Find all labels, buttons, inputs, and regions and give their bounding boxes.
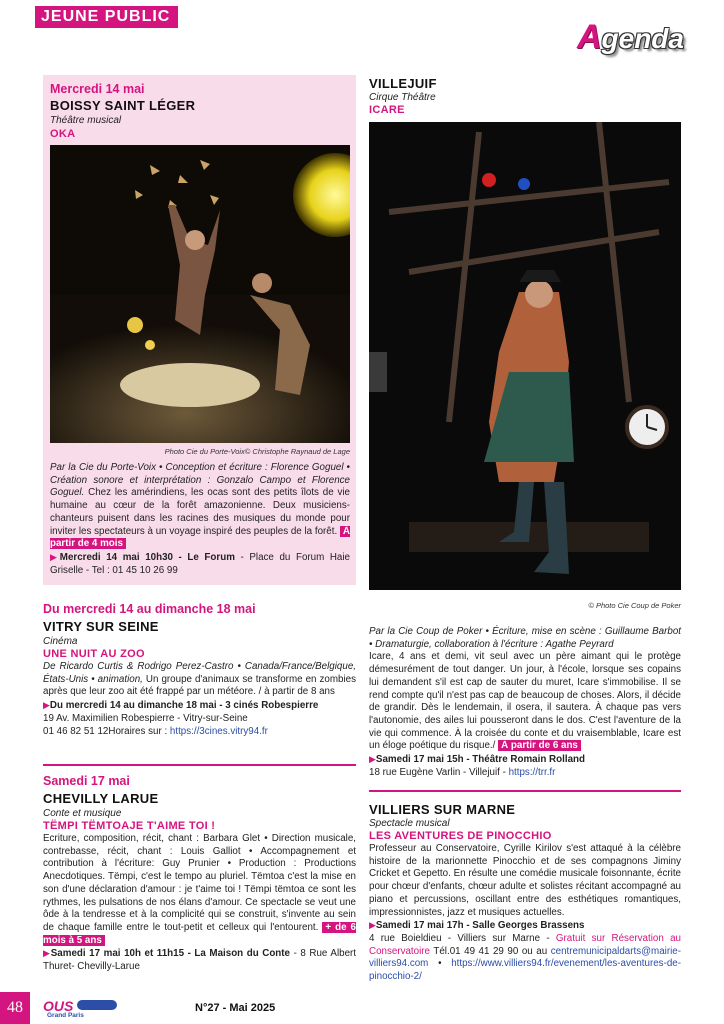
agenda-rest: genda [601, 23, 684, 54]
villejuif-photo [369, 122, 681, 590]
villiers-address: 4 rue Boieldieu - Villiers sur Marne - [369, 932, 556, 944]
divider [43, 764, 356, 766]
logo-mark [77, 1000, 117, 1010]
chevilly-text [43, 833, 356, 974]
boissy-date: Mercredi 14 mai [50, 82, 145, 96]
boissy-text [50, 462, 350, 577]
boissy-genre: Théâtre musical [50, 115, 122, 126]
boissy-session: Mercredi 14 mai 10h30 - Le Forum [59, 551, 235, 563]
vitry-text [43, 661, 356, 738]
boissy-body: Chez les amérindiens, les ocas sont des petits îlots de vie humaine au cœur de la forêt amazonienne. Deux musiciens-chanteurs puisent dans les racines des musiques du monde pour inviter les spectateurs à un voyage inspiré des peuples de la forêt. [50, 487, 350, 537]
villiers-text [369, 843, 681, 984]
vitry-city: VITRY SUR SEINE [43, 619, 159, 634]
agenda-initial: A [576, 18, 602, 56]
villejuif-genre: Cirque Théâtre [369, 92, 436, 103]
villejuif-link[interactable]: https://trr.fr [508, 766, 556, 778]
villiers-link[interactable]: https://www.villiers94.fr/evenement/les-aventures-de-pinocchio-2/ [369, 958, 681, 983]
vitry-credits: De Ricardo Curtis & Rodrigo Perez-Castro • Canada/France/Belgique, États-Unis • animation, [43, 661, 356, 685]
chevilly-address: - 8 Rue Albert Thuret- Chevilly-Larue [43, 948, 356, 973]
divider [369, 790, 681, 792]
villiers-city: VILLIERS SUR MARNE [369, 802, 516, 817]
boissy-age-badge: À partir de 4 mois [50, 525, 350, 550]
villiers-genre: Spectacle musical [369, 818, 450, 829]
villejuif-photo-credit: © Photo Cie Coup de Poker [588, 601, 681, 610]
vitry-date: Du mercredi 14 au dimanche 18 mai [43, 602, 256, 616]
vitry-genre: Cinéma [43, 636, 78, 647]
villiers-bullet: • [428, 958, 452, 970]
section-tag: JEUNE PUBLIC [35, 6, 178, 28]
villiers-phone: Tél.01 49 41 29 90 ou au [430, 945, 551, 957]
magazine-logo [43, 998, 119, 1020]
villiers-show: LES AVENTURES DE PINOCCHIO [369, 830, 552, 842]
chevilly-genre: Conte et musique [43, 808, 122, 819]
villiers-email-link[interactable]: centremunicipaldarts@mairie-villiers94.com [369, 945, 681, 970]
chevilly-age-badge: + de 6 mois à 5 ans [43, 921, 357, 946]
chevilly-city: CHEVILLY LARUE [43, 791, 159, 806]
issue-number: N°27 - Mai 2025 [195, 1002, 276, 1014]
villejuif-text [369, 626, 681, 779]
boissy-credits: Par la Cie du Porte-Voix • Conception et écriture : Florence Goguel • Création sonore et interprétation : Gonzalo Campo et Florence Goguel. [50, 462, 350, 499]
chevilly-session: Samedi 17 mai 10h et 11h15 - La Maison du Conte [50, 948, 291, 960]
vitry-phone: 01 46 82 51 12Horaires sur : [43, 725, 170, 737]
play-arrow-icon: ▶ [50, 551, 60, 562]
villiers-reservation: Gratuit sur Réservation au Conservatoire [369, 932, 681, 957]
villejuif-session: Samedi 17 mai 15h - Théâtre Romain Rolland [375, 754, 585, 766]
boissy-address: - Place du Forum Haie Griselle - Tel : 01 45 10 26 99 [50, 551, 350, 576]
agenda-title [577, 18, 684, 57]
chevilly-date: Samedi 17 mai [43, 774, 130, 788]
play-arrow-icon: ▶ [369, 754, 376, 765]
villiers-session: Samedi 17 mai 17h - Salle Georges Brassens [375, 920, 585, 932]
boissy-photo [50, 145, 350, 443]
villejuif-address: 18 rue Eugène Varlin - Villejuif - [369, 766, 509, 778]
villejuif-credits: Par la Cie Coup de Poker • Écriture, mise en scène : Guillaume Barbot • Dramaturgie, collaboration à l'écriture : Agathe Peyrard [369, 626, 681, 650]
page-number: 48 [0, 992, 30, 1024]
vitry-body: Un groupe d'animaux se transforme en zombies après que leur zoo ait été frappé par un météore. / à partir de 8 ans [43, 673, 356, 698]
logo-text: OUS [43, 998, 74, 1014]
villejuif-city: VILLEJUIF [369, 76, 437, 91]
boissy-city: BOISSY SAINT LÉGER [50, 98, 196, 113]
villiers-body: Professeur au Conservatoire, Cyrille Kirilov s'est attaqué à la célèbre histoire de la marionnette Pinocchio et de ses compagnons Jiminy Cricket et Gepetto. En résulte une comédie musicale foisonnante, écrite pour chœur d'enfants, chœur adulte et solistes récitant accompagné au piano et percussions, oscillant entre des esthétiques romantiques, impressionnistes, jazz et musiques actuelles. [369, 843, 681, 918]
play-arrow-icon: ▶ [43, 948, 51, 959]
vitry-link[interactable]: https://3cines.vitry94.fr [169, 725, 268, 737]
boissy-show: OKA [50, 128, 76, 140]
play-arrow-icon: ▶ [43, 700, 50, 711]
villejuif-age-badge: À partir de 6 ans [498, 740, 581, 751]
logo-subtitle: Grand Paris [47, 1012, 84, 1019]
chevilly-body: Ecriture, composition, récit, chant : Barbara Glet • Direction musicale, contrebasse, récit, chant : Louis Galliot • Accompagnement et contribution à l'écriture: Guy Prunier • Production : Productions Anecdotiques. Tëmpi, c'est le tempo au pluriel. Tëmtoa c'est la mise en son d'une déclaration d'amour : je t'aime toi ! Tëmpi tëmtoa ce sont les rythmes, les pulsations de nos élans d'amour. Ce spectacle se veut une ôde à la tendresse et à la complicité qui se construit, s'invente au sein de chaque famille entre le tout-petit et celleux qui l'entourent. [43, 833, 356, 933]
play-arrow-icon: ▶ [369, 920, 376, 931]
vitry-session: Du mercredi 14 au dimanche 18 mai - 3 cinés Robespierre [49, 700, 319, 712]
villejuif-show: ICARE [369, 104, 405, 116]
vitry-address: 19 Av. Maximilien Robespierre - Vitry-sur-Seine [43, 712, 248, 724]
villejuif-body: Icare, 4 ans et demi, vit seul avec un père aimant qui le protège démesurément de tout danger. Un jour, à l'école, lorsque ses copains lui demandent s'il est cap de sauter du muret, Icare s'immobilise. Il se rend compte qu'il n'est pas cap de beaucoup de choses. Alors, il décide de grandir. Dès le lendemain, il osera, il sautera. À chaque pas vers l'autonomie, des ailes lui pousseront dans le dos. C'est l'aventure de la vie qui commence. À la croisée du conte et du vraisemblable, Icare est un éloge poétique du risque./ [369, 651, 681, 752]
boissy-photo-credit: Photo Cie du Porte-Voix© Christophe Raynaud de Lage [164, 447, 350, 456]
vitry-show: UNE NUIT AU ZOO [43, 648, 145, 660]
chevilly-show: TËMPI TËMTOAJE T'AIME TOI ! [43, 820, 216, 832]
